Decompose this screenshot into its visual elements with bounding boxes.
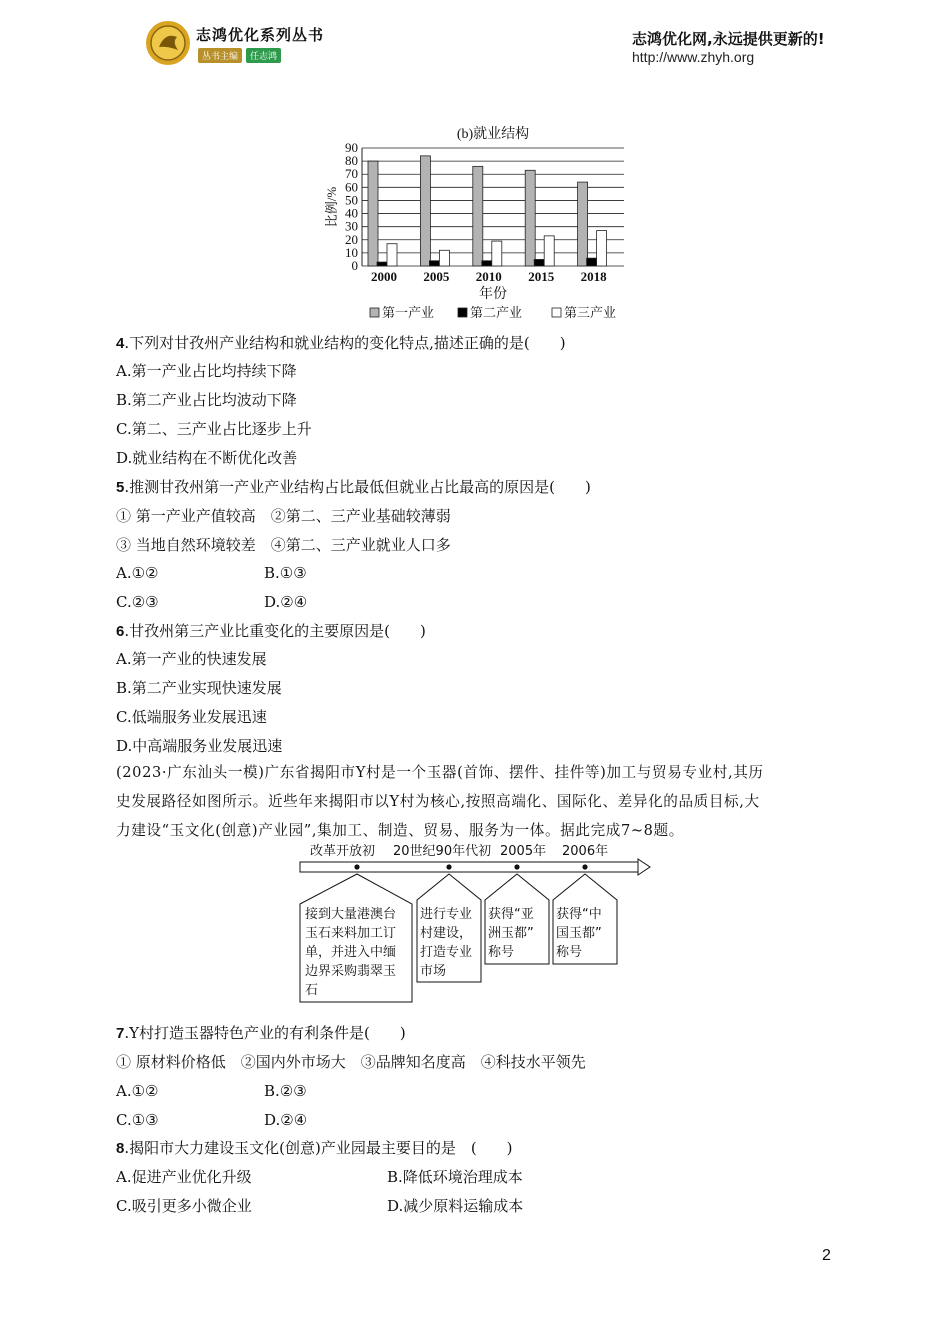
box-text-line: 打造专业: [420, 945, 473, 960]
timeline-period: 2006年: [562, 844, 609, 859]
question-4: [116, 333, 566, 354]
q4-option-c[interactable]: C.第二、三产业占比逐步上升: [116, 420, 312, 438]
x-tick-label: 2000: [371, 269, 397, 284]
box-text-line: 洲玉都”: [488, 926, 534, 941]
intro-line: 力建设“玉文化(创意)产业园”,集加工、制造、贸易、服务为一体。据此完成7~8题。: [116, 821, 684, 839]
bar-3: [597, 231, 607, 266]
timeline-period: 20世纪90年代初: [393, 844, 492, 859]
bar-2: [587, 258, 597, 266]
timeline-box-3: [485, 874, 549, 964]
q7-option-c[interactable]: C.①③: [116, 1111, 159, 1129]
box-text-line: 获得“亚: [488, 907, 534, 922]
box-text-line: 市场: [420, 964, 447, 979]
chart-title: (b)就业结构: [456, 127, 530, 142]
bar-2: [429, 261, 439, 266]
box-text-line: 国玉都”: [556, 926, 602, 941]
timeline-dot: [354, 864, 359, 869]
box-text-line: 称号: [488, 945, 515, 960]
page-number: 2: [822, 1247, 831, 1264]
question-number: 7: [116, 1025, 125, 1042]
q4-option-a[interactable]: A.第一产业占比均持续下降: [116, 362, 297, 380]
q5-option-d[interactable]: D.②④: [264, 593, 308, 611]
q8-option-c[interactable]: C.吸引更多小微企业: [116, 1197, 252, 1215]
x-tick-label: 2005: [423, 269, 450, 284]
question-stem: .下列对甘孜州产业结构和就业结构的变化特点,描述正确的是( ): [124, 334, 566, 352]
bar-2: [534, 259, 544, 266]
bar-1: [420, 156, 430, 266]
timeline-dot: [582, 864, 587, 869]
intro-line: (2023·广东汕头一模)广东省揭阳市Y村是一个玉器(首饰、摆件、挂件等)加工与贸易专业村,其历: [116, 764, 764, 781]
bar-3: [439, 250, 449, 266]
publisher-logo: [145, 20, 191, 66]
q4-option-b[interactable]: B.第二产业占比均波动下降: [116, 391, 297, 409]
legend-label: 第三产业: [564, 305, 617, 320]
q6-option-c[interactable]: C.低端服务业发展迅速: [116, 708, 267, 726]
q8-option-a[interactable]: A.促进产业优化升级: [116, 1168, 252, 1186]
y-tick-label: 80: [345, 153, 358, 169]
bar-3: [387, 244, 397, 266]
x-tick-label: 2010: [475, 269, 502, 284]
series-title: 志鸿优化系列丛书: [196, 26, 325, 44]
legend-swatch: [458, 308, 467, 317]
y-tick-label: 30: [345, 218, 358, 234]
q7-option-b[interactable]: B.②③: [264, 1082, 307, 1100]
y-tick-label: 10: [345, 244, 358, 260]
y-tick-label: 20: [345, 231, 358, 247]
question-number: 6: [116, 623, 125, 640]
header-url[interactable]: http://www.zhyh.org: [632, 49, 755, 65]
y-axis-label: 比例/%: [324, 186, 339, 228]
q7-option-d[interactable]: D.②④: [264, 1111, 308, 1129]
editor-name: 任志鸿: [246, 48, 281, 63]
legend-label: 第一产业: [382, 305, 435, 320]
q6-option-d[interactable]: D.中高端服务业发展迅速: [116, 737, 283, 755]
q6-option-a[interactable]: A.第一产业的快速发展: [116, 650, 267, 668]
q7-items: ① 原材料价格低 ②国内外市场大 ③品牌知名度高 ④科技水平领先: [116, 1053, 586, 1071]
x-tick-label: 2015: [528, 269, 555, 284]
q8-option-d[interactable]: D.减少原料运输成本: [387, 1197, 524, 1215]
legend-swatch: [370, 308, 379, 317]
timeline-arrow: [300, 859, 650, 875]
question-8: [116, 1138, 513, 1159]
timeline-box-1: [300, 874, 412, 1002]
intro-paragraph: [116, 759, 836, 845]
x-axis-label: 年份: [479, 287, 507, 302]
timeline-dot: [446, 864, 451, 869]
question-number: 4: [116, 335, 125, 352]
y-tick-label: 60: [345, 179, 358, 195]
bar-1: [525, 170, 535, 266]
legend-label: 第二产业: [470, 305, 523, 320]
bar-1: [368, 161, 378, 266]
y-tick-label: 50: [345, 192, 358, 208]
box-text-line: 玉石来料加工订: [305, 926, 397, 941]
legend-swatch: [552, 308, 561, 317]
question-stem: .揭阳市大力建设玉文化(创意)产业园最主要目的是 ( ): [124, 1139, 513, 1157]
y-tick-label: 40: [345, 205, 358, 221]
box-text-line: 单，并进入中缅: [305, 945, 397, 960]
timeline-period: 改革开放初: [310, 844, 376, 859]
timeline-box-2: [417, 874, 481, 982]
q6-option-b[interactable]: B.第二产业实现快速发展: [116, 679, 282, 697]
y-tick-label: 70: [345, 166, 358, 182]
question-number: 5: [116, 479, 125, 496]
x-tick-label: 2018: [580, 269, 607, 284]
box-text-line: 接到大量港澳台: [305, 907, 397, 922]
editor-label: 丛书主编: [198, 48, 242, 63]
box-text-line: 进行专业: [420, 907, 473, 922]
timeline-box-4: [553, 874, 617, 964]
question-stem: .推测甘孜州第一产业产业结构占比最低但就业占比最高的原因是( ): [124, 478, 591, 496]
q5-items-2: ③ 当地自然环境较差 ④第二、三产业就业人口多: [116, 536, 451, 554]
question-6: [116, 621, 426, 642]
header-slogan: 志鸿优化网,永远提供更新的!: [632, 30, 825, 48]
q5-option-c[interactable]: C.②③: [116, 593, 159, 611]
box-text-line: 获得“中: [556, 907, 602, 922]
q5-option-b[interactable]: B.①③: [264, 564, 307, 582]
development-timeline: [290, 838, 660, 1006]
question-5: [116, 477, 591, 498]
question-stem: .甘孜州第三产业比重变化的主要原因是( ): [124, 622, 426, 640]
bar-3: [492, 241, 502, 266]
question-number: 8: [116, 1140, 125, 1157]
q7-option-a[interactable]: A.①②: [116, 1082, 159, 1100]
bar-2: [482, 261, 492, 266]
bar-1: [578, 182, 588, 266]
question-stem: .Y村打造玉器特色产业的有利条件是( ): [124, 1024, 406, 1042]
box-text-line: 石: [305, 983, 319, 998]
bar-1: [473, 166, 483, 266]
q4-option-d[interactable]: D.就业结构在不断优化改善: [116, 449, 298, 467]
q8-option-b[interactable]: B.降低环境治理成本: [387, 1168, 523, 1186]
box-text-line: 称号: [556, 945, 583, 960]
timeline-dot: [514, 864, 519, 869]
bar-2: [377, 262, 387, 266]
y-tick-label: 0: [351, 258, 358, 273]
y-tick-label: 90: [345, 140, 358, 155]
question-7: [116, 1023, 406, 1044]
bar-3: [544, 236, 554, 266]
box-text-line: 村建设，: [420, 926, 473, 941]
intro-line: 史发展路径如图所示。近些年来揭阳市以Y村为核心,按照高端化、国际化、差异化的品质目标,大: [116, 792, 760, 810]
employment-structure-chart: [310, 118, 640, 326]
box-text-line: 边界采购翡翠玉: [305, 964, 397, 979]
timeline-period: 2005年: [500, 844, 547, 859]
q5-option-a[interactable]: A.①②: [116, 564, 159, 582]
q5-items-1: ① 第一产业产值较高 ②第二、三产业基础较薄弱: [116, 507, 451, 525]
